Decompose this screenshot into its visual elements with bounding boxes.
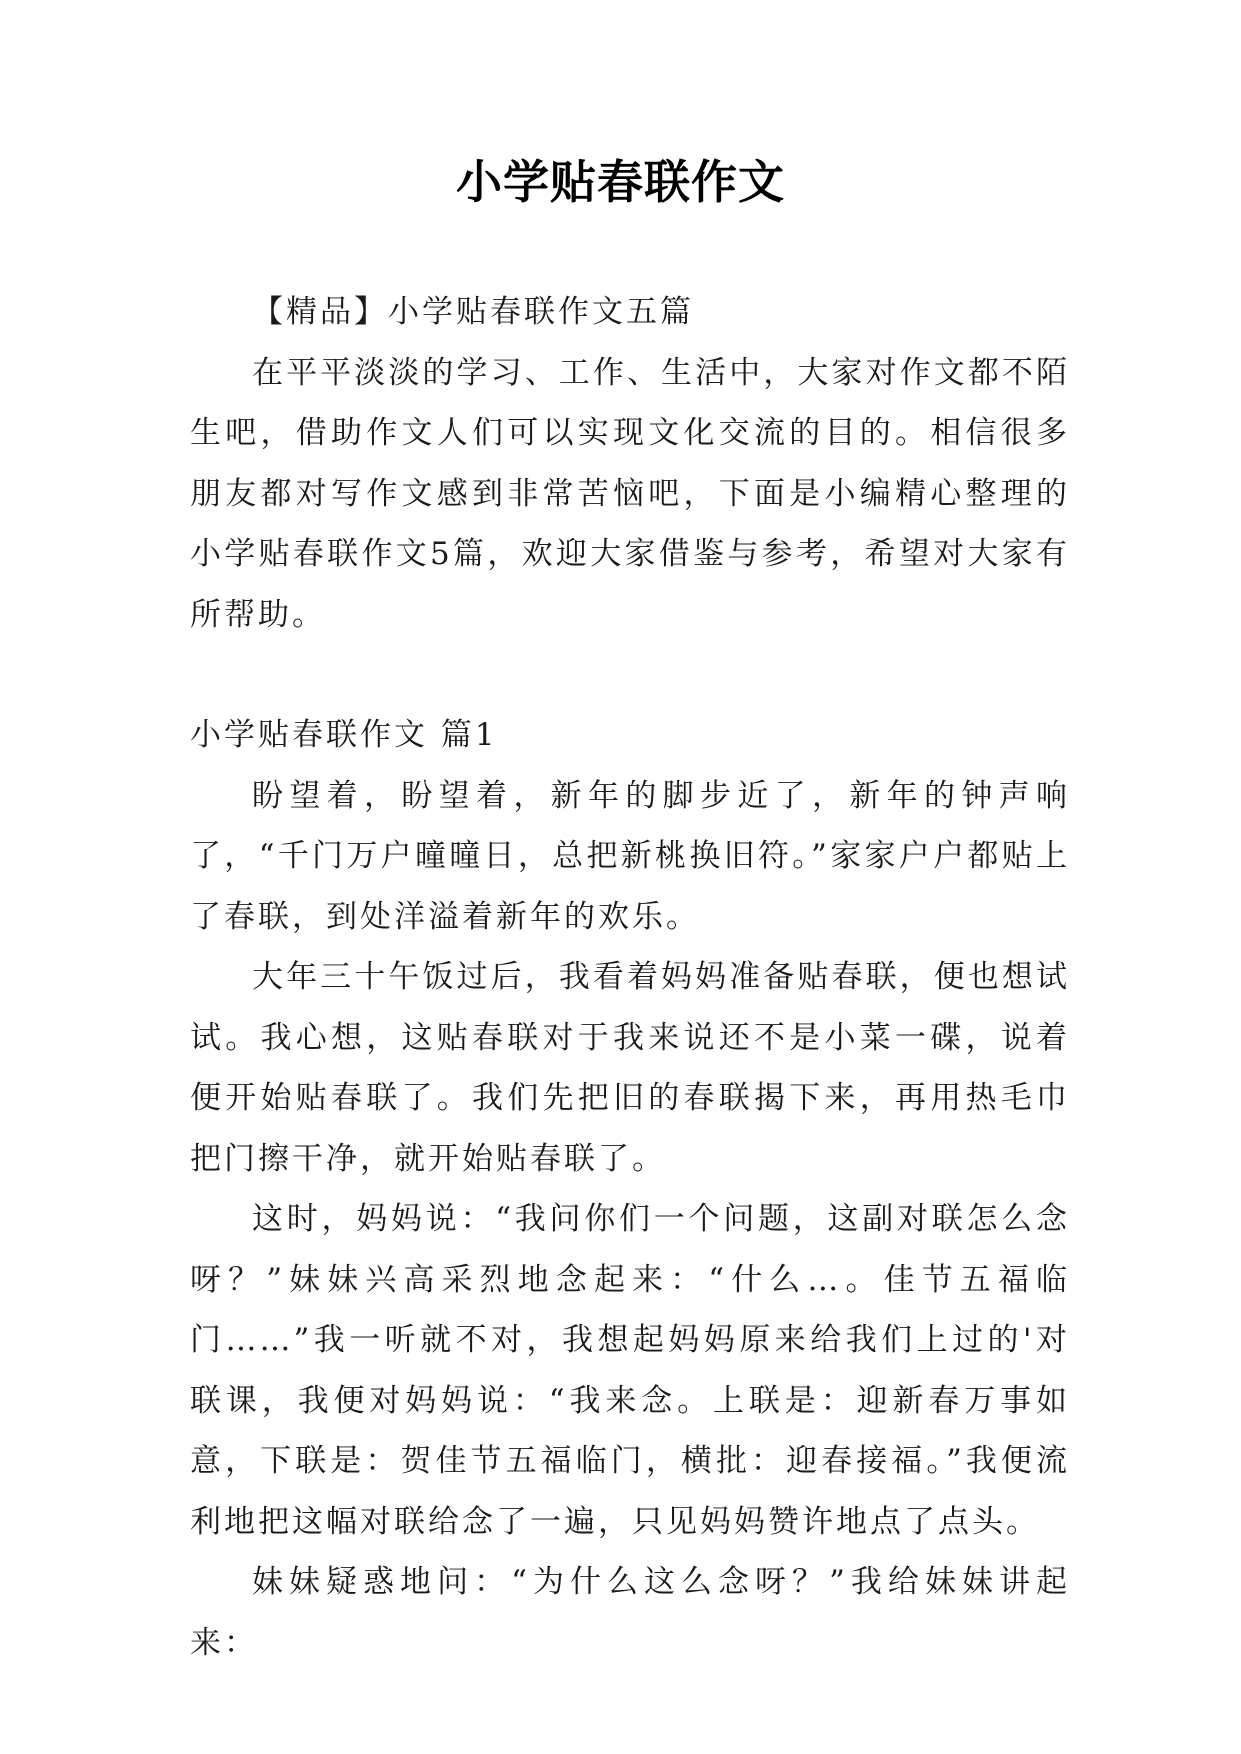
document-title: 小学贴春联作文: [456, 155, 785, 209]
intro-paragraph: 在平平淡淡的学习、工作、生活中，大家对作文都不陌生吧，借助作文人们可以实现文化交流的目的。相信很多朋友都对写作文感到非常苦恼吧，下面是小编精心整理的小学贴春联作文5篇，欢迎大家借鉴与参考，希望对大家有所帮助。: [190, 354, 1070, 633]
body-paragraph: 大年三十午饭过后，我看着妈妈准备贴春联，便也想试试。我心想，这贴春联对于我来说还不是小菜一碟，说着便开始贴春联了。我们先把旧的春联揭下来，再用热毛巾把门擦干净，就开始贴春联了。: [190, 959, 1070, 1177]
document-subtitle: 【精品】小学贴春联作文五篇: [252, 294, 694, 330]
section-gap: [190, 645, 1070, 705]
body-paragraph: 这时，妈妈说：“我问你们一个问题，这副对联怎么念呀？”妹妹兴高采烈地念起来：“什么…。佳节五福临门……”我一听就不对，我想起妈妈原来给我们上过的'对联课，我便对妈妈说：“我来念。上联是：迎新春万事如意，下联是：贺佳节五福临门，横批：迎春接福。”我便流利地把这幅对联给念了一遍，只见妈妈赞许地点了点头。: [190, 1201, 1070, 1540]
body-paragraph: 盼望着，盼望着，新年的脚步近了，新年的钟声响了，“千门万户曈曈日，总把新桃换旧符。”家家户户都贴上了春联，到处洋溢着新年的欢乐。: [190, 777, 1070, 935]
document-body: [190, 282, 1070, 1673]
section-heading: 小学贴春联作文 篇1: [190, 717, 498, 753]
body-paragraph: 妹妹疑惑地问：“为什么这么念呀？”我给妹妹讲起来：: [190, 1564, 1070, 1661]
